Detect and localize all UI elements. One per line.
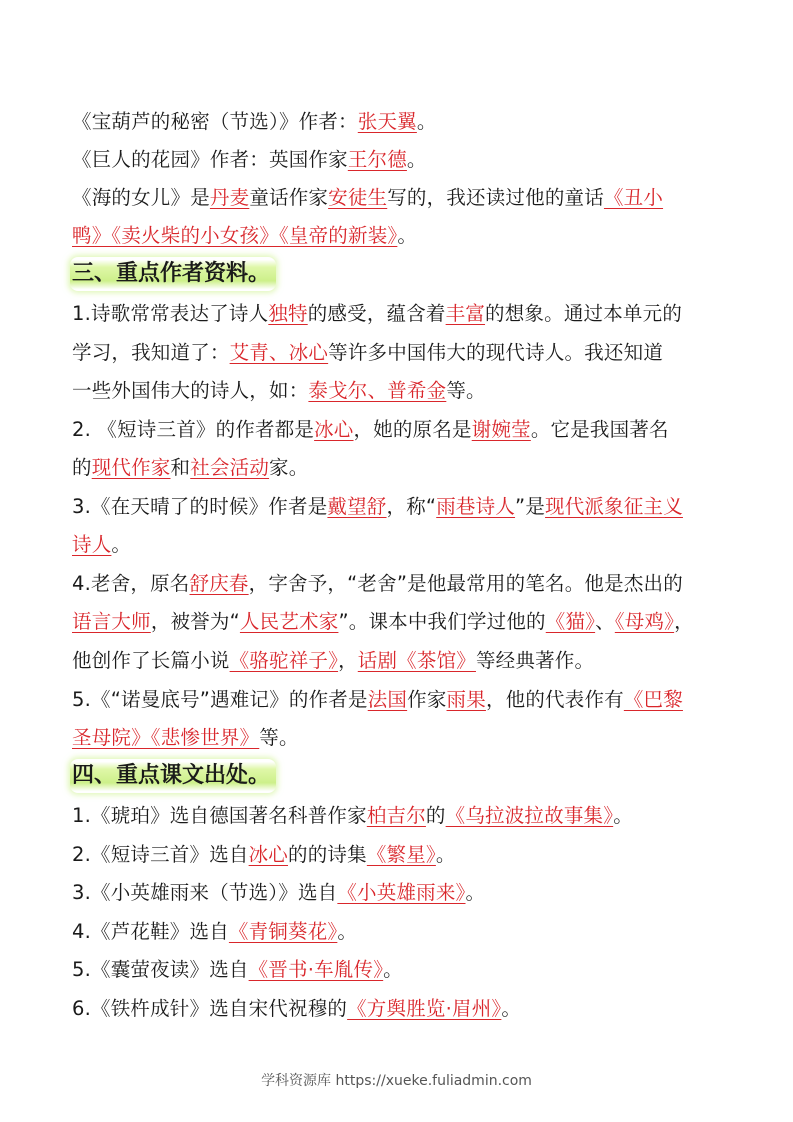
text-line bbox=[72, 184, 663, 212]
text-line bbox=[72, 608, 694, 636]
answer-blank: 王尔德 bbox=[347, 148, 407, 171]
answer-blank: 《繁星》 bbox=[366, 843, 436, 866]
text-segment: 5.《“诺曼底号”遇难记》的作者是 bbox=[72, 688, 368, 711]
text-segment: ， bbox=[338, 649, 358, 672]
text-segment: ”。课本中我们学过他的 bbox=[338, 610, 546, 633]
text-line bbox=[72, 454, 308, 482]
text-segment: 。 bbox=[416, 110, 437, 133]
text-line bbox=[72, 802, 633, 830]
text-line bbox=[72, 995, 521, 1023]
answer-blank: 安徒生 bbox=[328, 186, 388, 209]
answer-blank: 社会活动 bbox=[190, 456, 270, 479]
text-line bbox=[72, 146, 427, 174]
text-segment: ”是 bbox=[515, 495, 546, 518]
text-line bbox=[72, 647, 594, 675]
text-segment: ，她的原名是 bbox=[353, 418, 472, 441]
text-segment: 、 bbox=[595, 610, 615, 633]
text-line bbox=[72, 300, 682, 328]
text-segment: 。 bbox=[435, 843, 456, 866]
answer-blank: 谢婉莹 bbox=[471, 418, 531, 441]
answer-blank: 张天翼 bbox=[357, 110, 417, 133]
text-segment: 学习，我知道了： bbox=[72, 341, 230, 364]
text-line bbox=[72, 570, 683, 598]
text-line bbox=[72, 377, 486, 405]
text-segment: 3.《小英雄雨来（节选）》选自 bbox=[72, 881, 338, 904]
answer-blank: 语言大师 bbox=[72, 610, 151, 633]
answer-blank: 现代作家 bbox=[91, 456, 171, 479]
text-segment: 。 bbox=[613, 804, 633, 827]
text-segment: ，他的代表作有 bbox=[485, 688, 624, 711]
text-segment: 3.《在天晴了的时候》作者是 bbox=[72, 495, 328, 518]
text-segment: 的 bbox=[425, 804, 446, 827]
section-heading-authors: 三、重点作者资料。 bbox=[70, 257, 276, 291]
text-segment: 。 bbox=[397, 224, 418, 247]
text-line bbox=[72, 918, 357, 946]
text-segment: 《巨人的花园》作者：英国作家 bbox=[72, 148, 348, 171]
text-line bbox=[72, 531, 131, 559]
text-segment: 等。 bbox=[259, 726, 299, 749]
text-line bbox=[72, 108, 437, 136]
answer-blank: 冰心 bbox=[248, 843, 289, 866]
answer-blank: 《丑小 bbox=[603, 186, 664, 209]
answer-blank: 艾青、冰心 bbox=[229, 341, 329, 364]
text-segment: 的想象。通过本单元的 bbox=[485, 302, 683, 325]
answer-blank: 《小英雄雨来》 bbox=[337, 881, 466, 904]
text-segment: 4.《芦花鞋》选自 bbox=[72, 920, 229, 943]
text-segment: 6.《铁杵成针》选自宋代祝穆的 bbox=[72, 997, 348, 1020]
text-segment: ， bbox=[674, 610, 694, 633]
answer-blank: 《晋书·车胤传》 bbox=[248, 958, 384, 981]
text-segment: ，被誉为“ bbox=[150, 610, 240, 633]
text-segment: 的的诗集 bbox=[288, 843, 367, 866]
text-segment: 1.《琥珀》选自德国著名科普作家 bbox=[72, 804, 367, 827]
text-segment: 等。 bbox=[446, 379, 486, 402]
text-segment: 他创作了长篇小说 bbox=[72, 649, 230, 672]
text-segment: ，称“ bbox=[386, 495, 437, 518]
answer-blank: 冰心 bbox=[314, 418, 354, 441]
text-line bbox=[72, 686, 683, 714]
answer-blank: 《乌拉波拉故事集》 bbox=[445, 804, 614, 827]
text-segment: 2. 《短诗三首》的作者都是 bbox=[72, 418, 315, 441]
footer-watermark: 学科资源库 https://xueke.fuliadmin.com bbox=[261, 1073, 532, 1089]
answer-blank: 鸭》《卖火柴的小女孩》《皇帝的新装》 bbox=[72, 224, 398, 247]
text-segment: 。 bbox=[111, 533, 132, 556]
text-line bbox=[72, 841, 456, 869]
text-segment: 的 bbox=[72, 456, 92, 479]
answer-blank: 法国 bbox=[367, 688, 408, 711]
text-segment: 5.《囊萤夜读》选自 bbox=[72, 958, 249, 981]
text-line bbox=[72, 956, 403, 984]
text-segment: 。 bbox=[465, 881, 486, 904]
answer-blank: 现代派象征主义 bbox=[545, 495, 683, 518]
text-segment: 2.《短诗三首》选自 bbox=[72, 843, 249, 866]
answer-blank: 舒庆春 bbox=[189, 572, 249, 595]
text-segment: 1.诗歌常常表达了诗人 bbox=[72, 302, 269, 325]
answer-blank: 丰富 bbox=[445, 302, 486, 325]
answer-blank: 《猫》 bbox=[545, 610, 596, 633]
answer-blank: 戴望舒 bbox=[327, 495, 387, 518]
text-line bbox=[72, 339, 663, 367]
text-segment: 写的，我还读过他的童话 bbox=[387, 186, 604, 209]
answer-blank: 独特 bbox=[268, 302, 308, 325]
answer-blank: 话剧《茶馆》 bbox=[357, 649, 476, 672]
text-segment: 作家 bbox=[407, 688, 447, 711]
text-segment: 。 bbox=[383, 958, 403, 981]
answer-blank: 人民艺术家 bbox=[239, 610, 339, 633]
text-segment: 。它是我国著名 bbox=[530, 418, 669, 441]
answer-blank: 《方舆胜览·眉州》 bbox=[347, 997, 502, 1020]
answer-blank: 雨果 bbox=[446, 688, 486, 711]
text-line bbox=[72, 493, 683, 521]
answer-blank: 《骆驼祥子》 bbox=[229, 649, 339, 672]
text-segment: 等许多中国伟大的现代诗人。我还知道 bbox=[328, 341, 664, 364]
answer-blank: 《巴黎 bbox=[623, 688, 683, 711]
answer-blank: 泰戈尔、普希金 bbox=[308, 379, 447, 402]
text-segment: 《宝葫芦的秘密（节选）》作者： bbox=[72, 110, 358, 133]
text-segment: 等经典著作。 bbox=[475, 649, 595, 672]
text-line bbox=[72, 222, 417, 250]
text-segment: 。 bbox=[337, 920, 358, 943]
text-segment: 。 bbox=[501, 997, 522, 1020]
text-segment: 的感受，蕴含着 bbox=[307, 302, 446, 325]
answer-blank: 柏吉尔 bbox=[366, 804, 426, 827]
answer-blank: 诗人 bbox=[72, 533, 112, 556]
answer-blank: 《青铜葵花》 bbox=[228, 920, 338, 943]
answer-blank: 丹麦 bbox=[209, 186, 250, 209]
section-heading-sources: 四、重点课文出处。 bbox=[70, 759, 276, 793]
text-segment: 家。 bbox=[269, 456, 309, 479]
text-line bbox=[72, 879, 485, 907]
answer-blank: 圣母院》《悲惨世界》 bbox=[72, 726, 260, 749]
text-segment: 4.老舍，原名 bbox=[72, 572, 190, 595]
text-segment: 。 bbox=[406, 148, 427, 171]
answer-blank: 雨巷诗人 bbox=[436, 495, 516, 518]
text-segment: 和 bbox=[170, 456, 191, 479]
answer-blank: 《母鸡》 bbox=[614, 610, 675, 633]
text-segment: 《海的女儿》是 bbox=[72, 186, 210, 209]
text-line bbox=[72, 416, 669, 444]
text-segment: 童话作家 bbox=[249, 186, 329, 209]
text-segment: 一些外国伟大的诗人，如： bbox=[72, 379, 309, 402]
text-segment: ，字舍予，“老舍”是他最常用的笔名。他是杰出的 bbox=[248, 572, 683, 595]
text-line bbox=[72, 724, 299, 752]
